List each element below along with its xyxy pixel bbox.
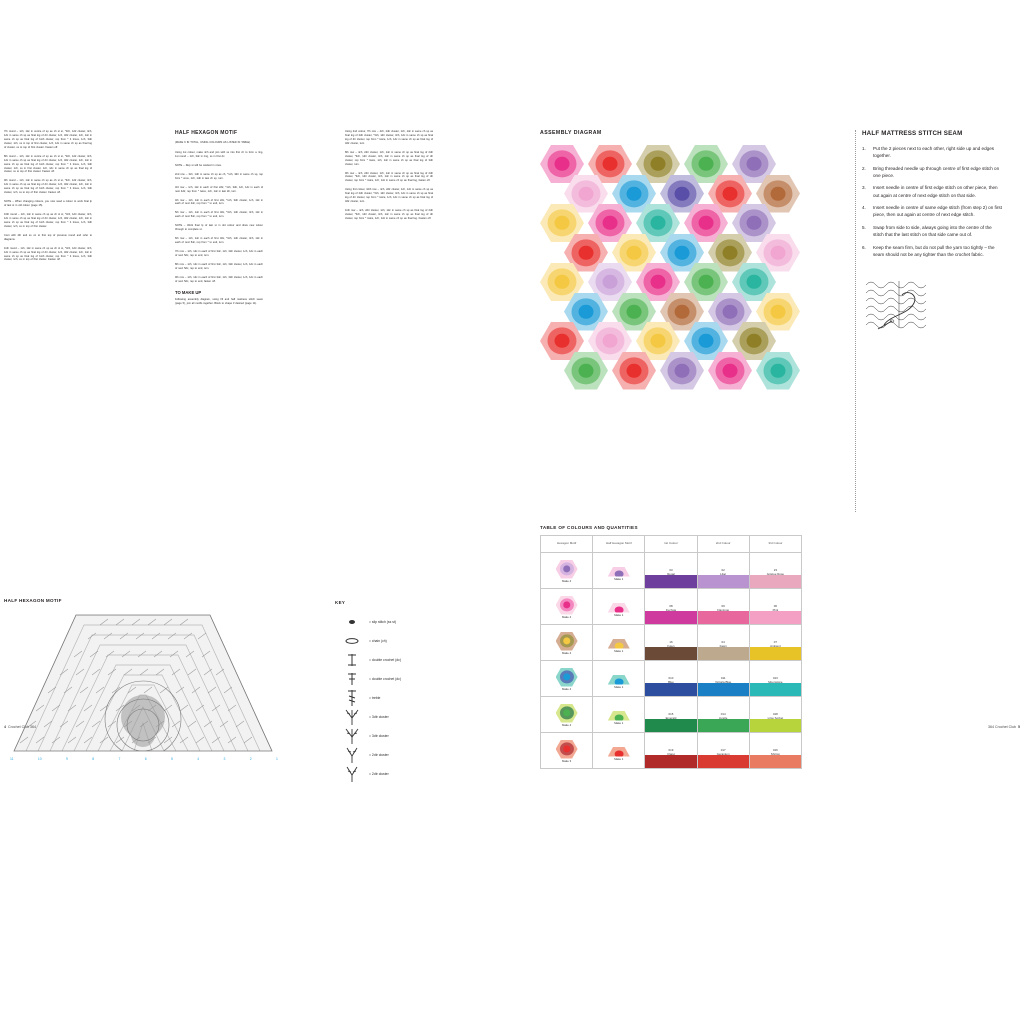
colour-name: 018 Lime Sorbet [767, 711, 784, 720]
colour-swatch-cell [697, 733, 749, 769]
hexagon-motif-swatch [556, 560, 578, 579]
colour-name: 08 Fuchsia [665, 603, 677, 612]
list-item [335, 669, 445, 688]
colour-swatch [645, 647, 696, 660]
to-make-up-heading: TO MAKE UP [175, 289, 202, 295]
table-of-colours [540, 525, 802, 769]
key-title: KEY [335, 600, 346, 605]
hexagon-motif-cell [541, 553, 593, 589]
hexagon-motif-swatch [556, 596, 578, 615]
step-text: Insert needle in centre of first edge stitch on other piece, then out again at centre of next edge stitch on that side. [873, 185, 998, 198]
table-row [541, 589, 802, 625]
colour-swatch [698, 755, 749, 768]
axis-tick: 1 [276, 757, 278, 761]
axis-tick: 4 [197, 757, 200, 761]
chain-icon [335, 636, 369, 646]
key-label: = 2dtr cluster [369, 752, 389, 757]
colour-swatch-cell [645, 733, 697, 769]
paragraph: Using 1st colour, make 4ch and join with ss into first ch to form a ring, 1st round – 1ch, 3dc in ring, ss in first dc. NOTE – Rep st will be worked in rows. 2nd row – 3ch, 1dtr in same ch sp as ch, *1ch, 3dtr in same ch sp, rep from * once, 1ch, 1dtr in last ch sp, turn. 3rd row – 1ch, 1dc in each of first 2dtr, *1ch, 3dtr, 1ch, 1dc in each of next 4dtr, rep from * twice, 1ch, 1dc in last dtr, turn. 4th row – 1ch, 1dc in each of first 2dc, *1ch, 3dtr cluster, 1ch, 1dc in each of next 4dc, rep from * to end, turn. 5th row – 1ch, 1dc in each of first 3dc, *3ch, 1dtr cluster, 3ch, 1dc in each of next 5dc, rep from * to end, turn. NOTE – Work final lp of last st in old colour and draw new colour through to complete st. 6th row – 1ch, 1dc in each of first 3dc, *3ch, 1dtr cluster, 3ch, 1dc in each of next 5dc, rep from * to end, turn. 7th row – 1ch, 1dc in each of first 3dc, 1ch, 3dtr cluster, 1ch, 1dc in each of next 5dc, rep to end, turn. 8th row – 1ch, 1dc in each of first 3dc, 1ch, 3dtr cluster, 1ch, 1dc in each of next 5dc, rep to end, turn. 9th row – 1ch, 1dc in each of first 3dc, 1ch, 3dtr cluster, 1ch, 1dc in each of next 5dc, rep to end, fasten off. [175, 150, 263, 283]
colour-swatch-cell [645, 589, 697, 625]
step-text: Put the 2 pieces next to each other, right side up and edges together. [873, 146, 995, 159]
colour-name: 010 Blue [668, 675, 674, 684]
chart-title: HALF HEXAGON MOTIF [4, 598, 62, 603]
colour-swatch-cell [697, 553, 749, 589]
paragraph: Using 2nd colour, 7th row – 4ch, 2dtr cluster, 1ch, 1dc in same ch sp as final log of 2dtr cluster, *3ch, 1dtr cluster, 3ch, 1dc in same ch sp as final log of dtr cluster, rep from * twice, 1ch, 1dc in same ch sp as final log of 3dtr cluster, turn. 8th row – 4ch, 2dtr cluster, 1ch, 1dc in same ch sp as final log of 2dtr cluster, *3ch, 1dtr cluster, 3ch, 1dc in same ch sp as final log of dtr cluster, rep from * twice, 1ch, 1dc in same ch sp as final log of 3dtr cluster, turn. 9th row – 4ch, 2dtr cluster, 1ch, 1dc in same ch sp as final log of 2dtr cluster, *3ch, 1dtr cluster, 3ch, 1dc in same ch sp as final log of dtr cluster, rep from * twice, 1ch, 1dc in same ch sp as final log, fasten off. Using 3rd colour, 10th row – 4ch, 2dtr cluster, 1ch, 1dc in same ch sp as final log of 2dtr cluster, *3ch, 1dtr cluster, 3ch, 1dc in same ch sp as final log of dtr cluster, rep from * twice, 1ch, 1dc in same ch sp as final log of 3dtr cluster, turn. 11th row – 4ch, 2dtr cluster, 1ch, 1dc in same ch sp as final log of 2dtr cluster, *3ch, 1dtr cluster, 3ch, 1dc in same ch sp as final log of dtr cluster, rep from * twice, 1ch, 1dc in same ch sp as final log. Fasten off. [345, 130, 433, 220]
slip-stitch-icon [335, 617, 369, 627]
double-crochet-icon [335, 671, 369, 687]
half-hexagon-motif-swatch [608, 747, 630, 757]
table-title: TABLE OF COLOURS AND QUANTITIES [540, 525, 638, 530]
half-hexagon-motif-swatch [608, 567, 630, 577]
list-item [335, 631, 445, 650]
table-row [541, 733, 802, 769]
make-count: Make 1 [614, 720, 624, 725]
make-count: Make 4 [562, 614, 572, 619]
colour-swatch [698, 683, 749, 696]
colour-name: 015 Emerald [665, 711, 677, 720]
list-item [335, 764, 445, 783]
treble-icon [335, 689, 369, 707]
half-hexagon-motif-swatch [608, 711, 630, 721]
half-hexagon-motif-subheading: (MAKE 6 IN TOTAL, USING COLOURS AS LISTED IN TABLE) [175, 141, 251, 144]
colour-swatch [750, 755, 801, 768]
three-dtr-cluster-icon [335, 708, 369, 726]
half-mattress-stitch-seam-panel [862, 130, 1002, 338]
two-dtr-cluster-icon [335, 746, 369, 764]
column-header: 2nd Colour [697, 536, 749, 553]
list-item [862, 244, 1002, 258]
colour-swatch-cell [697, 625, 749, 661]
colour-name: 016 Shrimp [770, 747, 780, 756]
instructions-list [862, 145, 1002, 258]
half-hexagon-motif-cell [593, 733, 645, 769]
stitch-key [335, 600, 445, 783]
list-item [862, 204, 1002, 218]
key-label: = treble [369, 695, 381, 700]
hexagon-motif-swatch [556, 740, 578, 759]
colour-swatch [645, 611, 696, 624]
assembly-diagram-title: ASSEMBLY DIAGRAM [540, 130, 602, 136]
colour-swatch-cell [749, 553, 801, 589]
to-make-up-text: Following assembly diagram, using fill and half mattress stitch seam (page 5), join all motifs together. Block to shape if desired (page 11). [175, 297, 263, 305]
body-column-2 [175, 130, 263, 306]
half-hexagon-chart [4, 598, 284, 761]
colour-name: 23 Antique Rose [766, 567, 785, 576]
colour-swatch [698, 719, 749, 732]
key-label: = double crochet (dc) [369, 676, 401, 681]
hexagon-motif-cell [541, 697, 593, 733]
body-column-3 [345, 130, 433, 226]
half-hexagon-motif-cell [593, 589, 645, 625]
axis-tick: 7 [118, 757, 121, 761]
footer-right [988, 725, 1020, 729]
colour-swatch-cell [697, 661, 749, 697]
table-header-row [541, 536, 802, 553]
colour-swatch [645, 755, 696, 768]
colour-name: 019 Claret [667, 747, 675, 756]
key-label: = 3dtr cluster [369, 714, 389, 719]
step-text: Keep the seam firm, but do not pull the yarn too tightly – the seam should not be any tighter than the crochet fabric. [873, 244, 995, 257]
colour-name: 013 Moonstone [768, 675, 783, 684]
assembly-hex-grid [540, 145, 798, 485]
table-row [541, 661, 802, 697]
colour-name: 06 Pink [772, 603, 779, 612]
list-item [862, 165, 1002, 179]
hexagon-motif-cell [541, 625, 593, 661]
list-item [335, 745, 445, 764]
list-item [862, 184, 1002, 198]
colour-swatch [750, 647, 801, 660]
axis-tick: 9 [66, 757, 68, 761]
hexagon-motif-swatch [556, 632, 578, 651]
footer-left [4, 725, 36, 729]
hexagon-motif-cell [541, 661, 593, 697]
double-crochet-icon [335, 652, 369, 668]
half-hexagon-motif-cell [593, 697, 645, 733]
axis-tick: 8 [92, 757, 95, 761]
column-header: 1st Colour [645, 536, 697, 553]
step-number: 2. [862, 165, 866, 171]
table-row [541, 553, 802, 589]
footer-text: 364 Crochet Club [988, 725, 1016, 729]
make-count: Make 1 [614, 756, 624, 761]
step-text: Bring threaded needle up through centre of first edge stitch on one piece. [873, 165, 1000, 178]
step-number: 6. [862, 244, 866, 250]
colour-swatch-cell [645, 625, 697, 661]
step-text: Insert needle in centre of same edge stitch (from step 2) on first piece, then out again at centre of next edge stitch. [873, 205, 1002, 218]
colour-name: 07 Ambient [770, 639, 781, 648]
column-header: Hexagon Motif [541, 536, 593, 553]
hexagon-motif-cell [541, 733, 593, 769]
three-dtr-cluster-icon [335, 727, 369, 745]
axis-tick: 11 [10, 757, 14, 761]
colour-swatch [750, 719, 801, 732]
half-hexagon-motif-swatch [608, 639, 630, 649]
axis-tick: 10 [37, 757, 42, 761]
colour-name: 16 Fawn [667, 639, 675, 648]
key-label: = double crochet (dc) [369, 657, 401, 662]
make-count: Make 1 [614, 612, 624, 617]
colour-swatch-cell [749, 589, 801, 625]
colour-swatch [750, 575, 801, 588]
step-number: 1. [862, 146, 866, 151]
page-number: 5 [1018, 725, 1020, 729]
axis-tick: 6 [144, 757, 147, 761]
hexagon-motif-swatch [556, 704, 578, 723]
colour-swatch [750, 683, 801, 696]
colour-name: 09 Flamingo [717, 603, 730, 612]
body-column-1 [4, 130, 92, 267]
axis-tick: 2 [249, 757, 252, 761]
column-header: Half Hexagon Motif [593, 536, 645, 553]
list-item [862, 224, 1002, 238]
table-row [541, 625, 802, 661]
list-item [335, 650, 445, 669]
list-item [335, 707, 445, 726]
magazine-spread [0, 130, 1024, 875]
colour-swatch-cell [749, 697, 801, 733]
list-item [335, 726, 445, 745]
key-label: = slip stitch (ss st) [369, 619, 397, 624]
half-hexagon-motif-cell [593, 625, 645, 661]
axis-tick: 3 [223, 757, 226, 761]
make-count: Make 4 [562, 650, 572, 655]
colours-table [540, 535, 802, 769]
table-row [541, 697, 802, 733]
colour-swatch [750, 611, 801, 624]
colour-name: 011 Victoria Blue [715, 675, 732, 684]
make-count: Make 4 [562, 578, 572, 583]
stitch-chart-graphic [4, 607, 282, 755]
make-count: Make 3 [562, 758, 572, 763]
colour-name: 04 Fawn [719, 639, 727, 648]
step-number: 5. [862, 224, 866, 230]
colour-swatch-cell [645, 697, 697, 733]
step-text: Swap from side to side, always going into the centre of the stitch that the last stitch on that side came out of. [873, 224, 992, 237]
colour-name: 014 Jungle [718, 711, 728, 720]
list-item [335, 612, 445, 631]
colour-swatch-cell [749, 625, 801, 661]
colour-swatch-cell [697, 697, 749, 733]
colour-swatch [645, 575, 696, 588]
step-number: 4. [862, 205, 866, 211]
colour-name: 03 Regal [667, 567, 675, 576]
column-header: 3rd Colour [749, 536, 801, 553]
colour-swatch [698, 611, 749, 624]
colour-swatch-cell [749, 733, 801, 769]
colour-swatch [645, 683, 696, 696]
make-count: Make 1 [614, 684, 624, 689]
colour-swatch-cell [645, 553, 697, 589]
half-hexagon-motif-swatch [608, 675, 630, 685]
make-count: Make 1 [614, 576, 624, 581]
colour-swatch [645, 719, 696, 732]
assembly-diagram [540, 130, 802, 485]
colour-swatch-cell [749, 661, 801, 697]
two-dtr-cluster-icon [335, 765, 369, 783]
colour-swatch [698, 575, 749, 588]
make-count: Make 1 [614, 648, 624, 653]
gutter-divider [855, 130, 856, 512]
make-count: Make 4 [562, 686, 572, 691]
colour-swatch-cell [697, 589, 749, 625]
list-item [335, 688, 445, 707]
footer-text: Crochet Club 364 [8, 725, 36, 729]
half-hexagon-motif-heading: HALF HEXAGON MOTIF [175, 130, 238, 136]
instructions-title: HALF MATTRESS STITCH SEAM [862, 130, 963, 137]
key-label: = 2dtr cluster [369, 771, 389, 776]
half-hexagon-motif-cell [593, 553, 645, 589]
paragraph: 7th round – 1ch, 1dc in centre of sp as ch sl st, *3ch, 1dtr cluster, 3ch, 1dc in same ch sp as final log of dtr cluster, 1ch, 3dtr cluster, 1ch, 1dc in same ch sp as final log of both cluster, rep from * 4 times, 1ch, 3dtr cluster, 1ch, ss in top of first cluster, 1ch, 1dc in same ch sp as final log of cluster, ss to top of first cluster. Fasten off. 8th round – 1ch, 1dc in centre of sp as ch sl st, *3ch, 1dtr cluster, 3ch, 1dc in same ch sp as final log of dtr cluster, 1ch, 3dtr cluster, 1ch, 1dc in same ch sp as final log of both cluster, rep from * 4 times, 1ch, 3dtr cluster, 1ch, ss in first cluster, 1ch, 1dc in same ch sp as final log of cluster, ss to top of first cluster. Fasten off. 9th round – 1ch, 1dc in same ch sp as ch sl st, *3ch, 1dtr cluster, 3ch, 1dc in same ch sp as final log of dtr cluster, 1ch, 3dtr cluster, 1ch, 1dc in same ch sp as final log of both cluster, rep from * 4 times, 1ch, 3dtr cluster, 1ch, ss to top of first cluster. Fasten off. NOTE – When changing colours, you now need a colour to work final lp of last st in old colour (page 15). 10th round – 1ch, 1dc in same ch sp as ch sl st, *3ch, 1dtr cluster, 3ch, 1dc in same ch sp as final log of dtr cluster, 1ch, 3dtr cluster, 1ch, 1dc in same ch sp as final log of both cluster, rep from * 4 times, 1ch, 3dtr cluster, 1ch, ss in top of first cluster. Cont with 4th and so on to first top of previous round and refer to diagrams. 11th round – 1ch, 1dc in same ch sp as ch sl st, *3ch, 1dtr cluster, 3ch, 1dc in same ch sp as final log of dtr cluster, 1ch, 3dtr cluster, 1ch, 1dc in same ch sp as final log of both cluster, rep from * 4 times, 1ch, 3dtr cluster, 1ch, ss in top of first cluster. Fasten off. [4, 130, 92, 262]
half-hexagon-motif-swatch [608, 603, 630, 613]
hexagon-motif-swatch [556, 668, 578, 687]
colour-swatch-cell [645, 661, 697, 697]
list-item [862, 145, 1002, 159]
colour-swatch [698, 647, 749, 660]
step-number: 3. [862, 185, 866, 191]
colour-name: 017 Geranium [716, 747, 730, 756]
page-number: 4 [4, 725, 6, 729]
chart-row-numbers [10, 757, 278, 761]
hexagon-motif-cell [541, 589, 593, 625]
axis-tick: 5 [171, 757, 173, 761]
key-label: = chain (ch) [369, 638, 387, 643]
make-count: Make 4 [562, 722, 572, 727]
colour-name: 02 Lilac [720, 567, 727, 576]
key-label: = 3dtr cluster [369, 733, 389, 738]
needle-and-seam-illustration [862, 275, 936, 333]
half-hexagon-motif-cell [593, 661, 645, 697]
